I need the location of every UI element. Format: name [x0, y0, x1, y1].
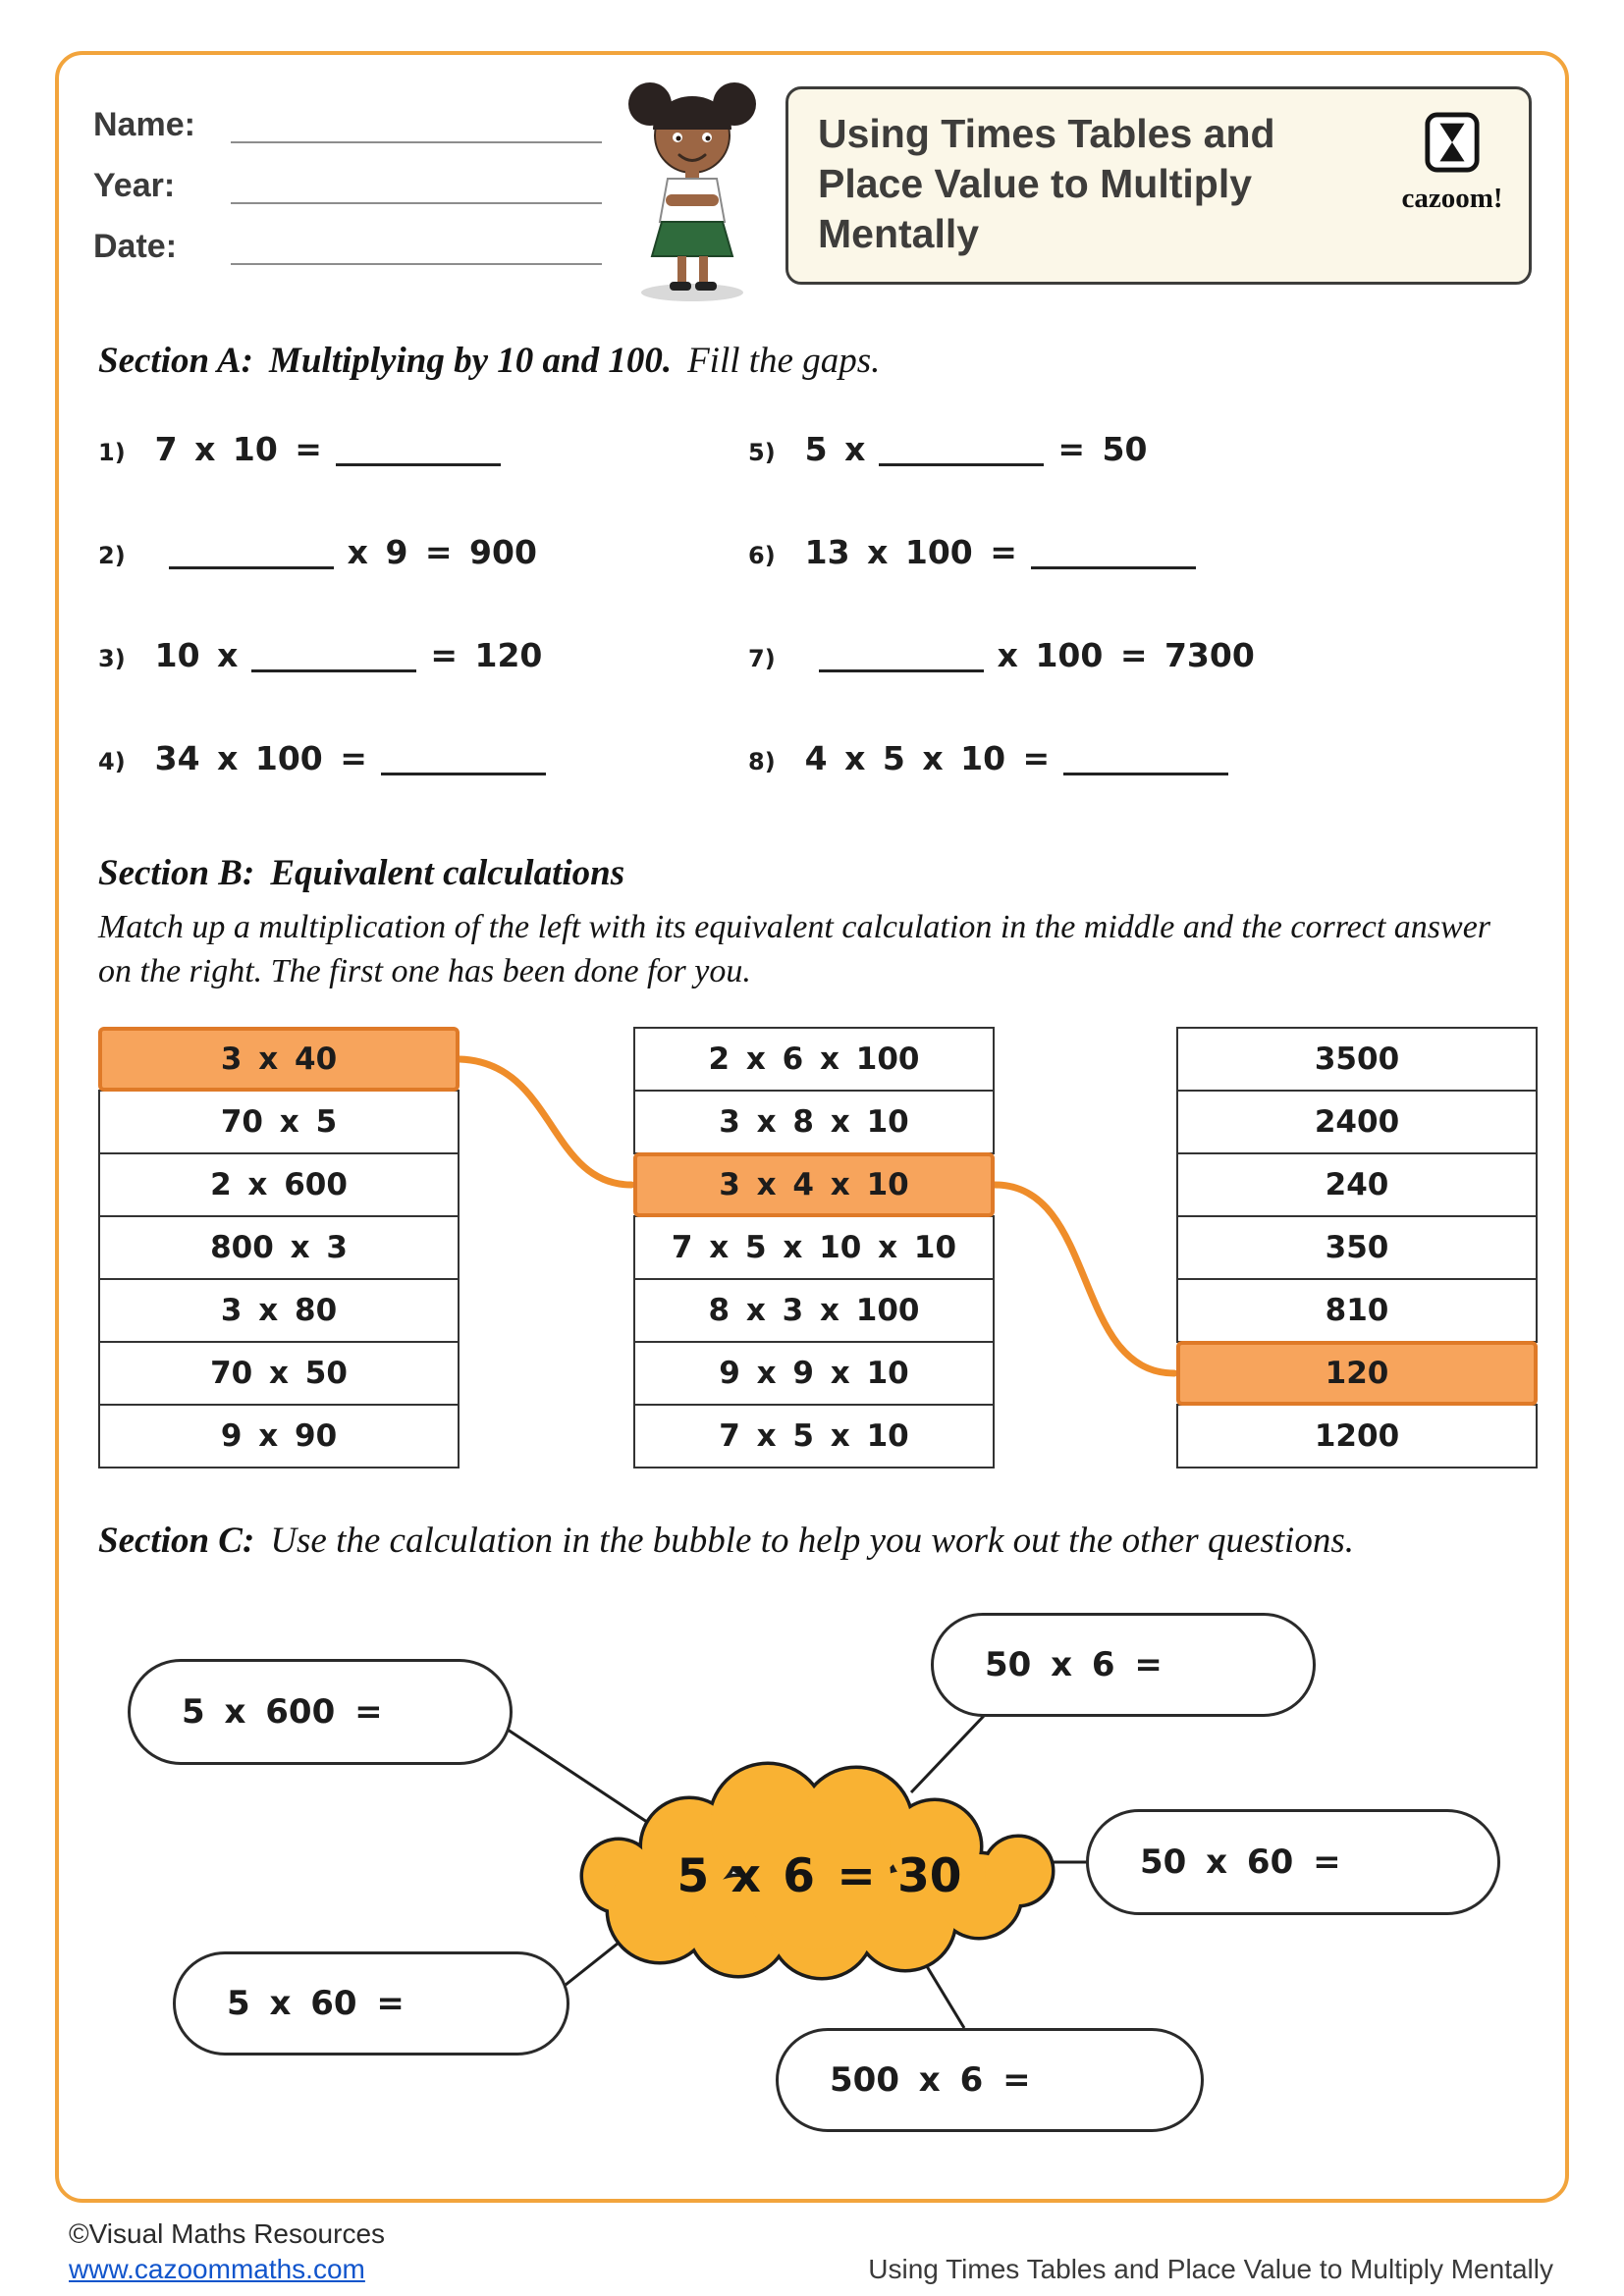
section-a-question-8 [748, 739, 1242, 777]
title-line-3: Mentally [818, 211, 980, 256]
year-field [93, 167, 623, 212]
match-left-column [98, 1027, 460, 1468]
match-cell: 3 x 8 x 10 [633, 1090, 995, 1154]
question-text: 5 x [804, 430, 866, 468]
name-line [231, 141, 602, 143]
match-cell: 70 x 50 [98, 1341, 460, 1406]
section-b-description: Match up a multiplication of the left with its equivalent calculation in the middle and the correct answer on the right. The first one has been done for you. [98, 909, 1491, 989]
section-c-question-bubble-4: 5 x 60 = [173, 1951, 569, 2056]
section-b-title: Equivalent calculations [270, 853, 625, 893]
question-number: 7) [748, 645, 776, 672]
match-cell: 350 [1176, 1215, 1538, 1280]
footer-document-title: Using Times Tables and Place Value to Multiply Mentally [868, 2254, 1553, 2284]
match-cell: 8 x 3 x 100 [633, 1278, 995, 1343]
question-number: 3) [98, 645, 126, 672]
calculation-cloud [571, 1753, 1067, 1981]
question-number: 6) [748, 542, 776, 569]
girl-cartoon-icon [609, 75, 776, 305]
name-field [93, 106, 623, 151]
year-line [231, 202, 602, 204]
match-cell: 9 x 9 x 10 [633, 1341, 995, 1406]
date-field [93, 228, 623, 273]
question-text: = 50 [1057, 430, 1148, 468]
match-cell-highlighted: 3 x 40 [98, 1027, 460, 1092]
section-a-label: Section A: [98, 341, 253, 381]
match-cell: 7 x 5 x 10 [633, 1404, 995, 1468]
section-c-heading [98, 1520, 1354, 1562]
match-cell: 70 x 5 [98, 1090, 460, 1154]
section-a-heading [98, 340, 880, 382]
match-cell: 3 x 80 [98, 1278, 460, 1343]
match-cell: 2400 [1176, 1090, 1538, 1154]
footer-website-link[interactable]: www.cazoommaths.com [69, 2254, 365, 2284]
match-cell: 240 [1176, 1152, 1538, 1217]
section-a-question-6 [748, 533, 1210, 571]
question-text: 34 x 100 = [154, 739, 367, 777]
date-line [231, 263, 602, 265]
match-cell: 7 x 5 x 10 x 10 [633, 1215, 995, 1280]
match-cell: 800 x 3 [98, 1215, 460, 1280]
question-number: 5) [748, 439, 776, 466]
match-cell-highlighted: 120 [1176, 1341, 1538, 1406]
cazoom-logo [1393, 111, 1511, 215]
section-a-question-7 [748, 636, 1255, 674]
match-cell: 2 x 600 [98, 1152, 460, 1217]
question-text: 7 x 10 = [154, 430, 322, 468]
footer-copyright: ©Visual Maths Resources [69, 2218, 386, 2249]
section-a-title: Multiplying by 10 and 100. [268, 341, 673, 381]
title-line-2: Place Value to Multiply [818, 161, 1253, 206]
date-label: Date: [93, 228, 178, 265]
question-text: = 120 [430, 636, 543, 674]
question-text: x 9 = 900 [347, 533, 537, 571]
section-a-question-1 [98, 430, 514, 468]
question-text: 13 x 100 = [804, 533, 1017, 571]
section-b-label: Section B: [98, 853, 255, 893]
answer-blank [1031, 566, 1196, 569]
section-c-question-bubble-1: 5 x 600 = [128, 1659, 513, 1765]
question-text: x 100 = 7300 [997, 636, 1255, 674]
question-number: 8) [748, 748, 776, 775]
question-text: 10 x [154, 636, 239, 674]
cloud-calculation: 5 x 6 = 30 [677, 1849, 962, 1903]
match-cell-highlighted: 3 x 4 x 10 [633, 1152, 995, 1217]
section-a-instruction: Fill the gaps. [687, 341, 881, 381]
answer-blank [1063, 773, 1228, 775]
answer-blank [251, 669, 416, 672]
section-a-question-5 [748, 430, 1147, 468]
match-cell: 810 [1176, 1278, 1538, 1343]
section-c-question-bubble-5: 500 x 6 = [776, 2028, 1204, 2132]
section-a-question-3 [98, 636, 542, 674]
match-cell: 3500 [1176, 1027, 1538, 1092]
name-label: Name: [93, 106, 195, 143]
worksheet-title [818, 109, 1397, 259]
section-a-question-4 [98, 739, 560, 777]
question-number: 4) [98, 748, 126, 775]
section-c-question-bubble-2: 50 x 6 = [931, 1613, 1316, 1717]
question-text: 4 x 5 x 10 = [804, 739, 1051, 777]
answer-blank [819, 669, 984, 672]
question-number: 1) [98, 439, 126, 466]
section-b-heading [98, 852, 624, 894]
hourglass-icon [1424, 111, 1481, 174]
match-cell: 1200 [1176, 1404, 1538, 1468]
match-cell: 2 x 6 x 100 [633, 1027, 995, 1092]
cazoom-logo-text: cazoom! [1401, 183, 1503, 214]
title-line-1: Using Times Tables and [818, 111, 1275, 156]
section-c-label: Section C: [98, 1521, 255, 1561]
section-c-question-bubble-3: 50 x 60 = [1086, 1809, 1500, 1915]
answer-blank [381, 773, 546, 775]
match-right-column [1176, 1027, 1538, 1468]
student-illustration [609, 75, 776, 305]
section-c-instruction: Use the calculation in the bubble to help you work out the other questions. [270, 1521, 1354, 1561]
answer-blank [336, 463, 501, 466]
worksheet-title-box [785, 86, 1532, 285]
section-a-question-2 [98, 533, 537, 571]
answer-blank [879, 463, 1044, 466]
match-middle-column [633, 1027, 995, 1468]
answer-blank [169, 566, 334, 569]
question-number: 2) [98, 542, 126, 569]
match-cell: 9 x 90 [98, 1404, 460, 1468]
year-label: Year: [93, 167, 176, 204]
